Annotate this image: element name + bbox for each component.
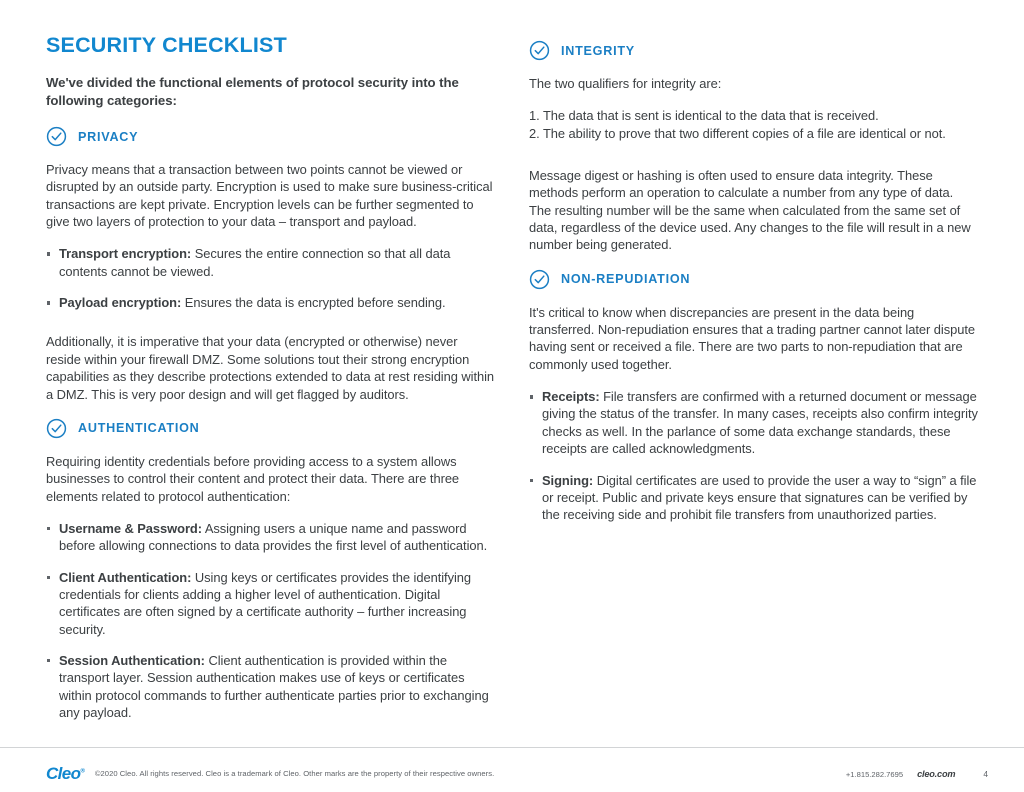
authentication-paragraph: Requiring identity credentials before providing access to a system allows businesses to control their content and protect their data. There are three elements related to protocol authentication:: [46, 453, 460, 504]
bullet-text: Digital certificates are used to provide the user a way to “sign” a file or receipt. Public and private keys ensure that signatures can be verified by the receiving side and prohibit file transfers from unauthorized parties.: [542, 472, 977, 523]
section-header-integrity: [529, 40, 978, 61]
bullet-term: Username & Password:: [59, 520, 203, 536]
bullet-term: Signing:: [542, 472, 594, 488]
section-title-authentication: AUTHENTICATION: [78, 421, 200, 436]
list-item: [46, 652, 495, 721]
privacy-paragraph: Privacy means that a transaction between two points cannot be viewed or disrupted by an outside party. Encryption is used to make sure business-critical transactions are kept private. Encryption levels can be further segmented to give two layers of protection to your data – transport and payload.: [46, 162, 493, 230]
bullet-term: Transport encryption:: [59, 246, 192, 262]
cleo-logo: [46, 764, 85, 784]
non-repudiation-paragraph: It's critical to know when discrepancies are present in the data being transferred. Non-repudiation ensures that a trading partner cannot later dispute having sent or received a file. There are two parts to non-repudiation that are commonly used together.: [529, 304, 976, 372]
bullet-term: Payload encryption:: [59, 295, 182, 311]
bullet-term: Session Authentication:: [59, 652, 205, 668]
page-title: SECURITY CHECKLIST: [46, 33, 287, 57]
page-footer: [0, 755, 1024, 792]
website-link[interactable]: cleo.com: [917, 768, 956, 779]
integrity-numbered-list: [529, 107, 978, 142]
right-column: [529, 34, 978, 727]
copyright-text: ©2020 Cleo. All rights reserved. Cleo is a trademark of Cleo. Other marks are the property of their respective owners.: [94, 769, 495, 778]
integrity-lead: The two qualifiers for integrity are:: [529, 76, 722, 91]
bullet-text: File transfers are confirmed with a returned document or message giving the status of the transfer. In many cases, receipts also confirm integrity checks as well. In the parlance of some data exchange standards, these receipts are called acknowledgments.: [542, 389, 978, 457]
section-title-integrity: INTEGRITY: [561, 43, 635, 58]
bullet-term: Client Authentication:: [59, 569, 192, 585]
list-item: [46, 569, 495, 638]
section-header-non-repudiation: [529, 269, 978, 290]
integrity-paragraph: Message digest or hashing is often used to ensure data integrity. These methods perform an operation to calculate a number from any type of data. The resulting number will be the same when calculated from the same set of data, regardless of the device used. Any changes to the file will result in a new number being generated.: [529, 168, 971, 253]
bullet-text: Client authentication is provided within the transport layer. Session authentication makes use of keys or certificates within protocol commands to further authenticate parties prior to exchanging any payload.: [59, 652, 489, 720]
section-title-privacy: PRIVACY: [78, 129, 139, 144]
list-item: [46, 294, 495, 311]
list-item: [529, 388, 978, 457]
section-title-non-repudiation: NON-REPUDIATION: [561, 272, 691, 287]
section-header-privacy: [46, 126, 495, 147]
cleo-logo-text: Cleo: [46, 763, 81, 783]
check-circle-icon: [46, 126, 67, 147]
bullet-text: Assigning users a unique name and password before allowing connections to data provides the first level of authentication.: [59, 520, 488, 554]
list-item: [46, 520, 495, 555]
trademark-symbol: ®: [80, 767, 85, 774]
footer-right-group: [846, 769, 988, 779]
bullet-text: Ensures the data is encrypted before sending.: [181, 295, 446, 311]
two-column-layout: [46, 34, 978, 727]
authentication-bullet-list: [46, 520, 495, 721]
privacy-bullet-list: [46, 245, 495, 311]
footer-divider: [0, 747, 1024, 748]
bullet-text: Using keys or certificates provides the identifying credentials for clients adding a higher level of authentication. Digital certificates are often signed by a certificate authority – further increasing security.: [59, 569, 472, 637]
check-circle-icon: [529, 269, 550, 290]
list-item: 1. The data that is sent is identical to the data that is received.: [529, 108, 879, 124]
page-number: 4: [983, 768, 988, 779]
bullet-text: Secures the entire connection so that all data contents cannot be viewed.: [59, 246, 451, 279]
bullet-term: Receipts:: [542, 389, 600, 405]
non-repudiation-bullet-list: [529, 388, 978, 523]
list-item: 2. The ability to prove that two different copies of a file are identical or not.: [529, 125, 946, 141]
privacy-closing-paragraph: Additionally, it is imperative that your data (encrypted or otherwise) never reside within your firewall DMZ. Some solutions tout their strong encryption capabilities as they describe protections extended to data at rest residing within a DMZ. This is very poor design and will get flagged by auditors.: [46, 334, 495, 402]
check-circle-icon: [529, 40, 550, 61]
section-header-authentication: [46, 418, 495, 439]
check-circle-icon: [46, 418, 67, 439]
phone-number: +1.815.282.7695: [845, 769, 904, 779]
list-item: [529, 472, 978, 524]
list-item: [46, 245, 495, 280]
left-column: [46, 34, 495, 727]
footer-left-group: [46, 764, 494, 784]
intro-paragraph: We've divided the functional elements of protocol security into the following categories:: [46, 74, 459, 108]
